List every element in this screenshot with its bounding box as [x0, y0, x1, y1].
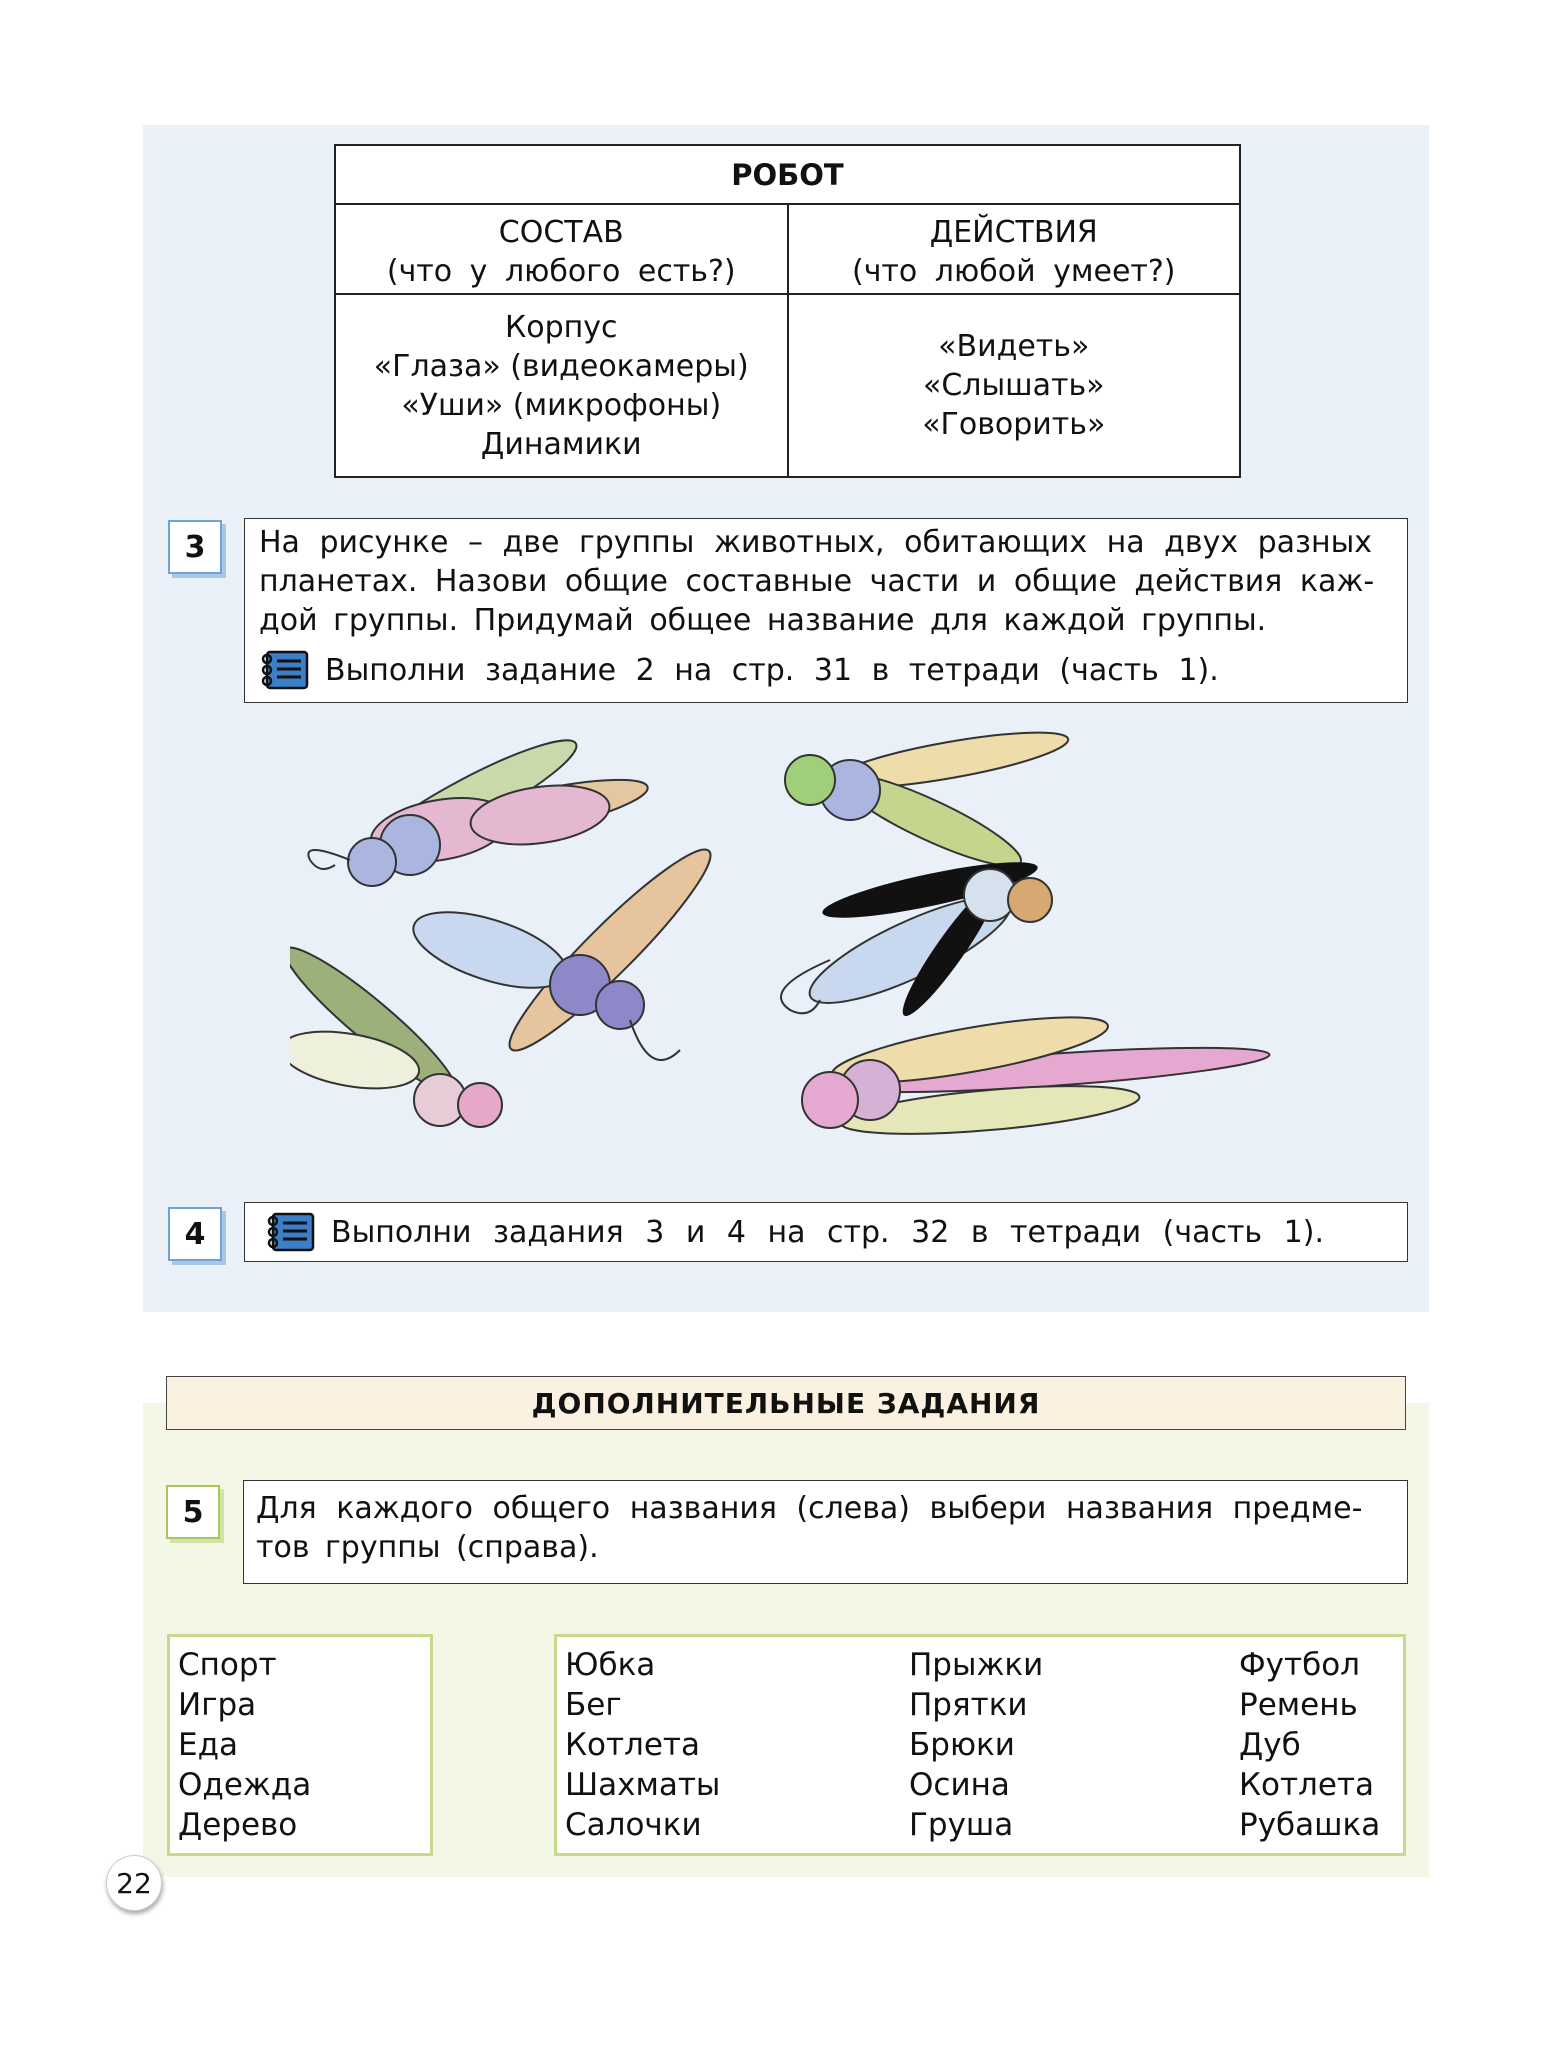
items-column	[1239, 1645, 1380, 1845]
workbook-instruction: Выполни задание 2 на стр. 31 в тетради (часть 1).	[325, 652, 1219, 688]
list-item: Ремень	[1239, 1687, 1358, 1723]
list-item: «Уши» (микрофоны)	[401, 387, 722, 423]
task-line: На рисунке – две группы животных, обитающих на двух разных	[259, 525, 1373, 560]
list-item: Динамики	[480, 426, 642, 462]
list-item: «Слышать»	[922, 368, 1105, 403]
list-item: Еда	[178, 1727, 239, 1763]
list-item: Шахматы	[565, 1767, 721, 1803]
list-item: Прыжки	[909, 1647, 1044, 1683]
list-item: Груша	[909, 1807, 1014, 1843]
right-insect-group	[781, 721, 1271, 1143]
task-3	[244, 518, 1408, 703]
list-item: Спорт	[178, 1647, 277, 1683]
list-item: Дуб	[1239, 1727, 1301, 1763]
task-number: 4	[168, 1207, 222, 1261]
header-composition: СОСТАВ (что у любого есть?)	[386, 215, 736, 289]
actions-list	[787, 295, 1240, 476]
alien-insects-illustration	[290, 720, 1330, 1170]
list-item: Рубашка	[1239, 1807, 1381, 1843]
list-item: Котлета	[565, 1727, 700, 1763]
list-item: Прятки	[909, 1687, 1028, 1723]
extra-tasks-title: ДОПОЛНИТЕЛЬНЫЕ ЗАДАНИЯ	[166, 1376, 1406, 1430]
header-actions: ДЕЙСТВИЯ (что любой умеет?)	[787, 205, 1240, 293]
list-item: «Видеть»	[938, 329, 1090, 364]
list-item: Игра	[178, 1687, 257, 1723]
category-list	[167, 1634, 433, 1856]
page-number: 22	[106, 1855, 162, 1911]
items-list	[554, 1634, 1406, 1856]
list-item: Дерево	[178, 1807, 298, 1843]
workbook-icon	[265, 1212, 317, 1252]
list-item: Юбка	[565, 1647, 656, 1683]
robot-table	[334, 144, 1241, 478]
list-item: Одежда	[178, 1767, 312, 1803]
task-line: Для каждого общего названия (слева) выбери названия предме-	[256, 1491, 1363, 1526]
table-title: РОБОТ	[336, 146, 1239, 205]
task-number: 5	[166, 1485, 220, 1539]
composition-list	[336, 295, 787, 476]
task-number: 3	[168, 520, 222, 574]
list-item: Осина	[909, 1767, 1010, 1803]
list-item: Футбол	[1239, 1647, 1360, 1683]
task-line: дой группы. Придумай общее название для каждой группы.	[259, 603, 1267, 638]
list-item: Бег	[565, 1687, 622, 1723]
task-4	[244, 1202, 1408, 1262]
list-item: Котлета	[1239, 1767, 1374, 1803]
task-line: тов группы (справа).	[256, 1530, 599, 1565]
list-item: Салочки	[565, 1807, 702, 1843]
list-item: Корпус	[504, 309, 618, 345]
items-column	[909, 1645, 1043, 1845]
task-line: планетах. Назови общие составные части и общие действия каж-	[259, 564, 1375, 599]
task-5	[243, 1480, 1408, 1584]
workbook-icon	[259, 650, 311, 690]
list-item: Брюки	[909, 1727, 1015, 1763]
list-item: «Говорить»	[922, 407, 1106, 442]
workbook-instruction: Выполни задания 3 и 4 на стр. 32 в тетради (часть 1).	[331, 1214, 1324, 1250]
items-column	[565, 1645, 720, 1845]
left-insect-group	[290, 724, 726, 1127]
list-item: «Глаза» (видеокамеры)	[373, 348, 749, 384]
